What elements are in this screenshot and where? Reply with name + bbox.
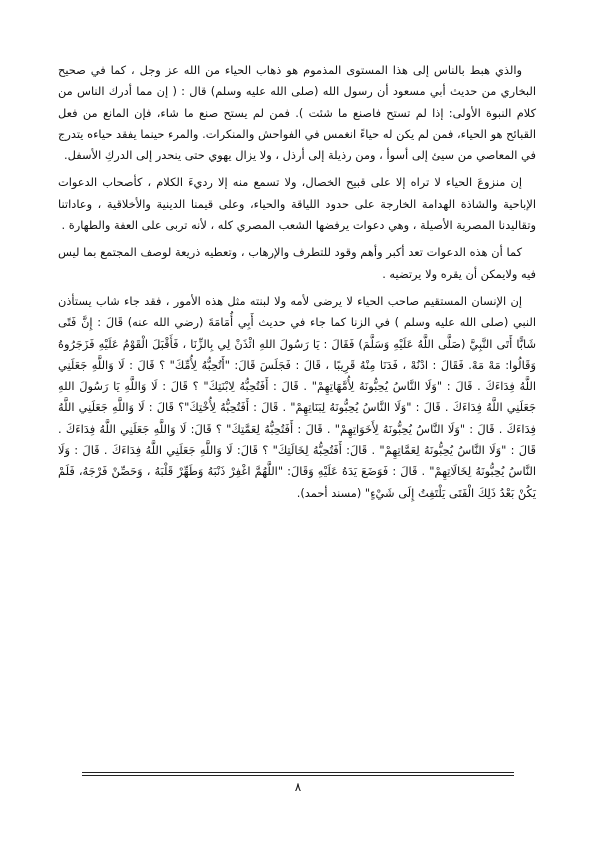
footer-rule-top — [82, 772, 514, 773]
footer-rule-bottom — [82, 775, 514, 776]
paragraph-modesty-loss: والذي هبط بالناس إلى هذا المستوى المذموم هو ذهاب الحياء من الله عز وجل ، كما في صحيح البخاري من حديث أبي مسعود أن رسول الله (صلى الله عليه وسلم) قال : ( إن مما أدرك الناس من كلام النبوة الأولى: إذا لم تستح فاصنع ما شئت ). فمن لم يستح صنع ما شاء، فإن المانع من فعل القبائح هو الحياء، فمن لم يكن له حياءً انغمس في الفواحش والمنكرات. والمرء حينما يفقد حياءه يتدرج في المعاصي من سيئ إلى أسوأ ، ومن رذيلة إلى أرذل ، ولا يزال يهوي حتى ينحدر إلى الدركِ الأسفل. — [58, 63, 536, 163]
document-body — [58, 60, 536, 504]
paragraph-extremism-fuel: كما أن هذه الدعوات تعد أكبر وأهم وقود للتطرف والإرهاب ، وتعطيه ذريعة لوصف المجتمع بما ليس فيه ولايمكن أن يقره ولا يرتضيه . — [58, 245, 536, 281]
page-number: ٨ — [294, 780, 302, 794]
paragraph-immodest-calls: إن منزوعَ الحياء لا تراه إلا على قبيح الخصال، ولا تسمع منه إلا رديءَ الكلام ، كأصحاب الدعوات الإباحية والشاذة الهدامة الخارجة على حدود اللياقة والحياء، وعلى قيمنا الدينية والأخلاقية ، وعاداتنا وتقاليدنا المصرية الأصيلة ، وهي دعوات يرفضها الشعب المصري كله ، لأنه تربى على العفة والطهارة . — [58, 175, 536, 233]
paragraph-hadith-young-man: إن الإنسان المستقيم صاحب الحياء لا يرضى لأمه ولا لبنته مثل هذه الأمور ، فقد جاء شاب يستأذن النبي (صلى الله عليه وسلم ) في الزنا كما جاء في حديث أَبِي أُمَامَةَ (رضي الله عنه) قَالَ : إِنَّ فَتًى شَابًّا أَتَى النَّبِيَّ (صَلَّى اللَّهُ عَلَيْهِ وَسَلَّمَ) فَقَالَ : يَا رَسُولَ اللهِ ائْذَنْ لِي بِالزِّنَا ، فَأَقْبَلَ الْقَوْمُ عَلَيْهِ فَزَجَرُوهُ وَقَالُوا: مَهْ مَهْ. فَقَالَ : ادْنُهْ ، فَدَنَا مِنْهُ قَرِيبًا ، قَالَ : فَجَلَسَ قَالَ: "أَتُحِبُّهُ لِأُمِّكَ" ؟ قَالَ : لَا وَاللَّهِ جَعَلَنِي اللَّهُ فِدَاءَكَ . قَالَ : "وَلَا النَّاسُ يُحِبُّونَهُ لِأُمَّهَاتِهِمْ" . قَالَ : أَفَتُحِبُّهُ لِابْنَتِكَ" ؟ قَالَ : لَا وَاللَّهِ يَا رَسُولَ اللهِ جَعَلَنِي اللَّهُ فِدَاءَكَ . قَالَ : "وَلَا النَّاسُ يُحِبُّونَهُ لِبَنَاتِهِمْ" . قَالَ : أَفَتُحِبُّهُ لِأُخْتِكَ"؟ قَالَ : لَا وَاللَّهِ جَعَلَنِي اللَّهُ فِدَاءَكَ . قَالَ : "وَلَا النَّاسُ يُحِبُّونَهُ لِأَخَوَاتِهِمْ" . قَالَ : أَفَتُحِبُّهُ لِعَمَّتِكَ" ؟ قَالَ: لَا وَاللَّهِ جَعَلَنِي اللَّهُ فِدَاءَكَ . قَالَ : "وَلَا النَّاسُ يُحِبُّونَهُ لِعَمَّاتِهِمْ" . قَالَ: أَفَتُحِبُّهُ لِخَالَتِكَ" ؟ قَالَ: لَا وَاللَّهِ جَعَلَنِي اللَّهُ فِدَاءَكَ . قَالَ : وَلَا النَّاسُ يُحِبُّونَهُ لِخَالَاتِهِمْ" . قَالَ : فَوَضَعَ يَدَهُ عَلَيْهِ وَقَالَ: "اللَّهُمَّ اغْفِرْ ذَنْبَهُ وَطَهِّرْ قَلْبَهُ ، وَحَصِّنْ فَرْجَهُ، فَلَمْ يَكُنْ بَعْدُ ذَلِكَ الْفَتَى يَلْتَفِتُ إِلَى شَيْءٍ" (مسند أحمد). — [58, 293, 536, 500]
